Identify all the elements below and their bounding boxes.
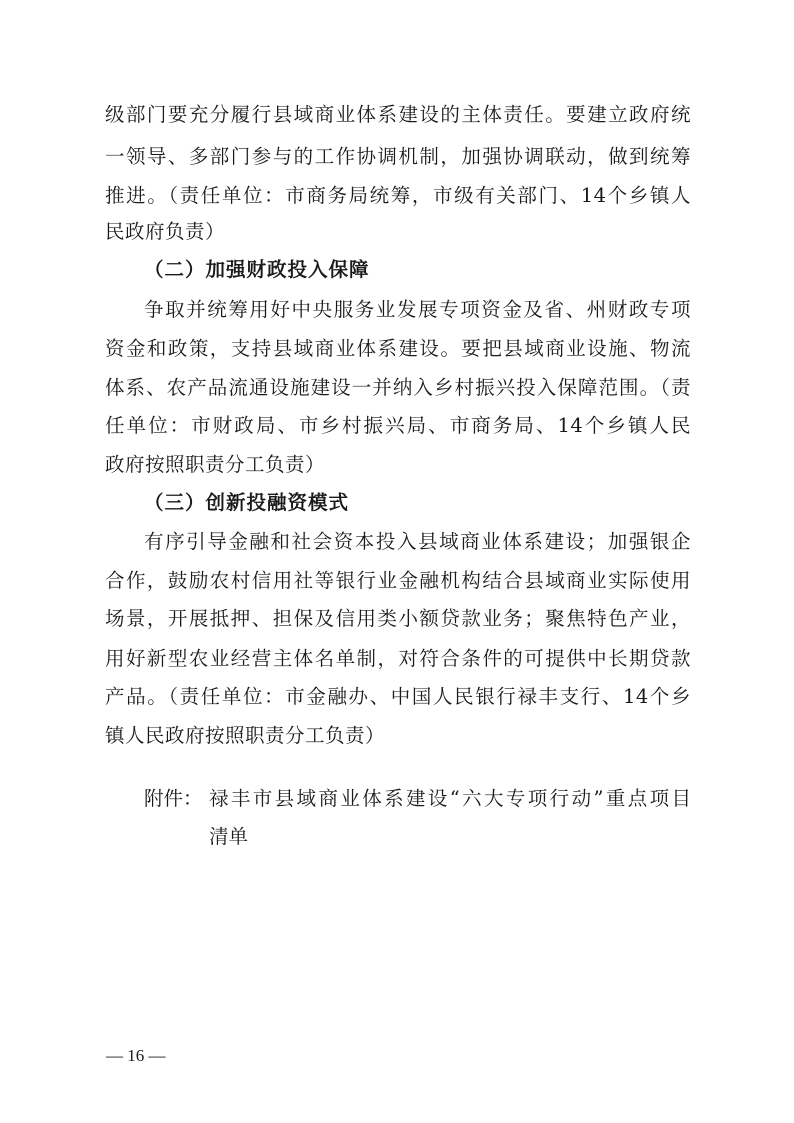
attachment-label: 附件： [144, 787, 203, 810]
paragraph-line: 级部门要充分履行县域商业体系建设的主体责任。要建立政府统 [105, 103, 691, 126]
section-heading: （二）加强财政投入保障 [144, 258, 370, 281]
paragraph-line: 镇人民政府按照职责分工负责） [105, 724, 386, 747]
paragraph-line: 推进。（责任单位：市商务局统筹，市级有关部门、14个乡镇人 [105, 184, 691, 207]
paragraph-line: 体系、农产品流通设施建设一并纳入乡村振兴投入保障范围。（责 [105, 376, 691, 399]
paragraph-line: 政府按照职责分工负责） [105, 453, 326, 476]
paragraph-line: 产品。（责任单位：市金融办、中国人民银行禄丰支行、14个乡 [105, 685, 691, 708]
page-number: — 16 — [106, 1046, 166, 1065]
paragraph-line: 争取并统筹用好中央服务业发展专项资金及省、州财政专项 [144, 298, 691, 321]
attachment-title-line: 清单 [209, 825, 249, 848]
paragraph-line: 资金和政策，支持县域商业体系建设。要把县域商业设施、物流 [105, 337, 691, 360]
attachment-title-line: 禄丰市县域商业体系建设“六大专项行动”重点项目 [209, 787, 691, 810]
section-heading: （三）创新投融资模式 [144, 491, 350, 514]
paragraph-line: 有序引导金融和社会资本投入县域商业体系建设；加强银企 [144, 530, 691, 553]
paragraph-line: 用好新型农业经营主体名单制，对符合条件的可提供中长期贷款 [105, 647, 691, 670]
paragraph-line: 民政府负责） [105, 220, 226, 243]
paragraph-line: 合作，鼓励农村信用社等银行业金融机构结合县域商业实际使用 [105, 569, 691, 592]
paragraph-line: 场景，开展抵押、担保及信用类小额贷款业务；聚焦特色产业， [105, 607, 691, 630]
paragraph-line: 任单位：市财政局、市乡村振兴局、市商务局、14个乡镇人民 [105, 414, 691, 437]
paragraph-line: 一领导、多部门参与的工作协调机制，加强协调联动，做到统筹 [105, 145, 691, 168]
